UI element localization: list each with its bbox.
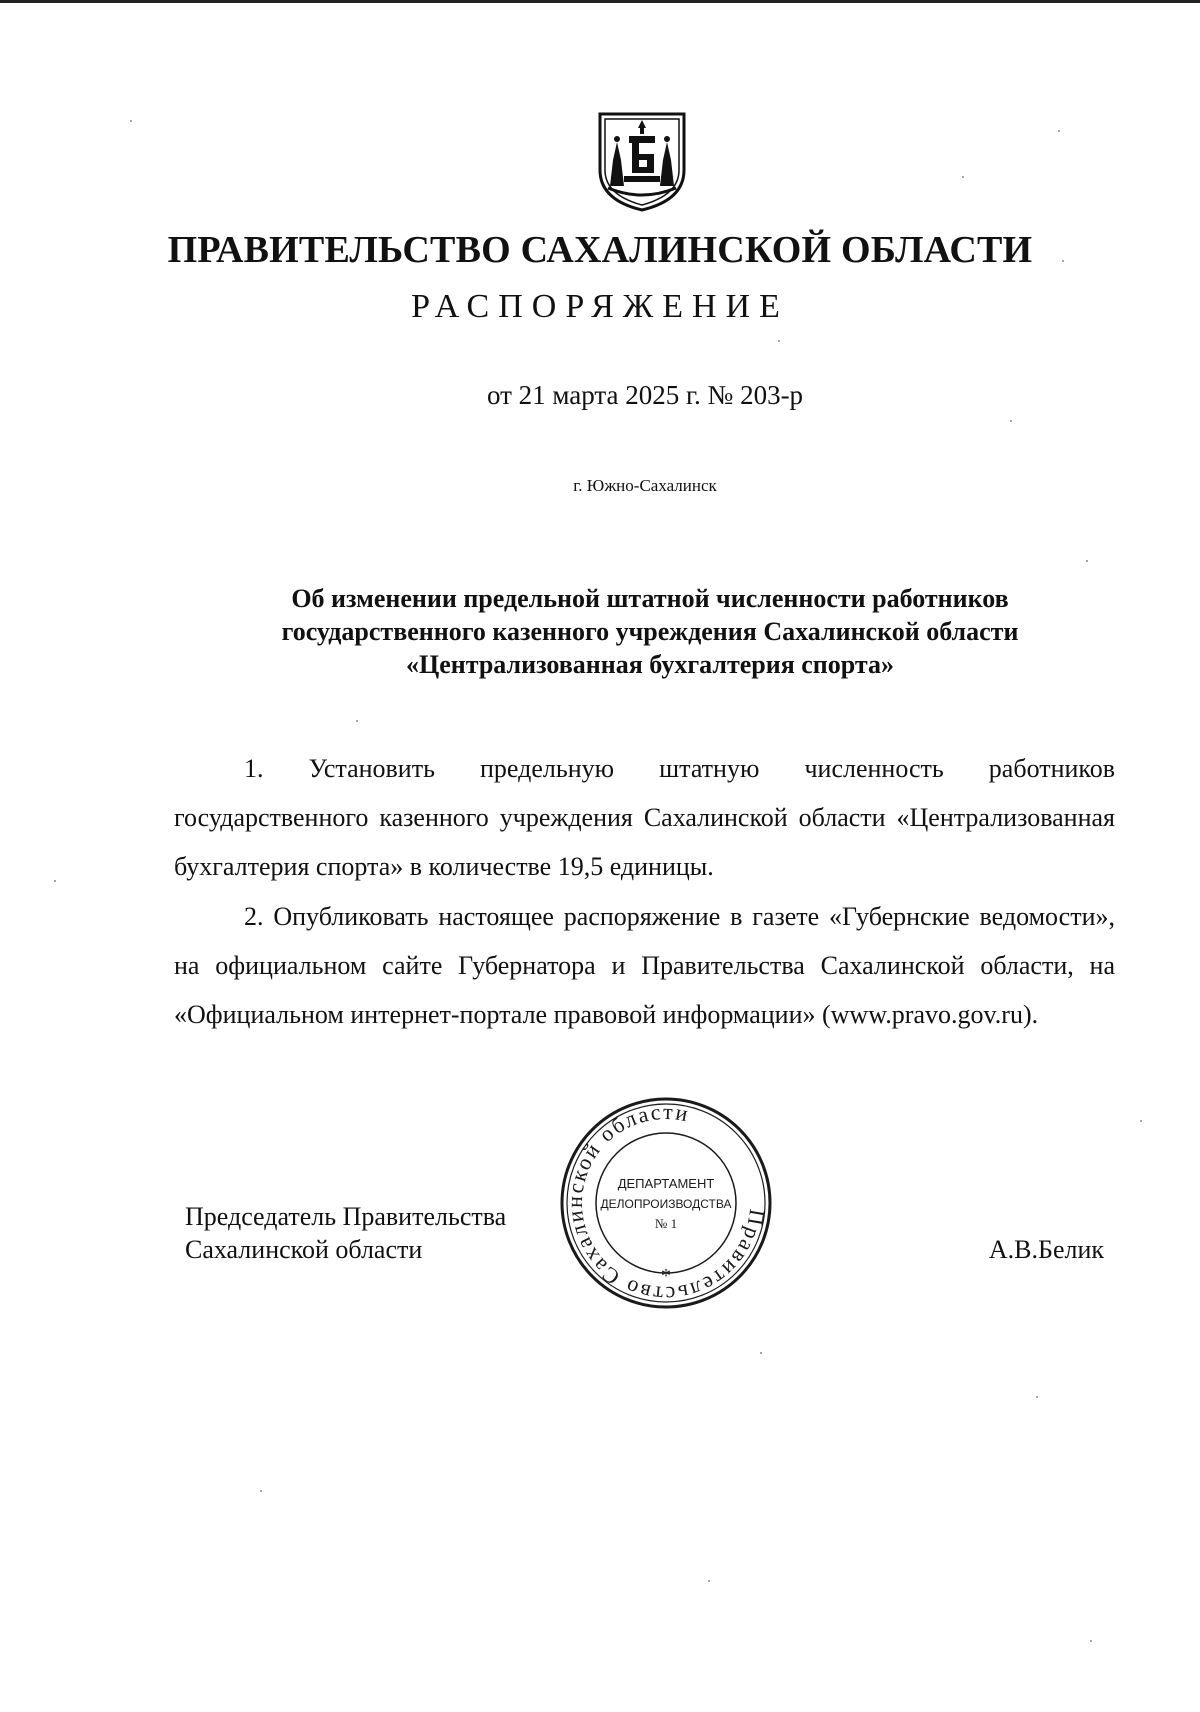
- scan-speck: [1010, 420, 1012, 422]
- scan-speck: [260, 1490, 262, 1492]
- signatory-name: А.В.Белик: [988, 1235, 1104, 1264]
- official-seal-icon: [555, 1092, 777, 1314]
- scan-speck: [778, 340, 780, 342]
- scan-speck: [760, 1352, 762, 1354]
- body-paragraph-2: 2. Опубликовать настоящее распоряжение в газете «Губернские ведомости», на официальном сайте Губернатора и Правительства Сахалинской области, на «Официальном интернет-портале правовой информации» (www.pravo.gov.ru).: [174, 902, 1115, 1029]
- scan-speck: [1140, 1120, 1142, 1122]
- document-body: [174, 744, 1115, 1039]
- scan-speck: [1086, 560, 1088, 562]
- document-city: г. Южно-Сахалинск: [573, 476, 717, 495]
- scan-speck: [54, 880, 56, 882]
- document-date-number: от 21 марта 2025 г. № 203-р: [486, 380, 804, 410]
- scan-speck: [1036, 1396, 1038, 1398]
- scan-speck: [130, 120, 132, 122]
- body-paragraph-1: 1. Установить предельную штатную численность работников государственного казенного учреждения Сахалинской области «Централизованная бухгалтерия спорта» в количестве 19,5 единицы.: [174, 754, 1115, 881]
- scan-speck: [962, 176, 964, 178]
- signatory-position-line: Председатель Правительства: [185, 1202, 507, 1231]
- signatory-position: [185, 1200, 506, 1266]
- subject-line: Об изменении предельной штатной численности работников: [291, 584, 1009, 613]
- scan-speck: [1090, 1640, 1092, 1642]
- document-subject: [150, 582, 1150, 681]
- seal-center-line: ДЕПАРТАМЕНТ: [617, 1176, 715, 1191]
- scan-speck: [1058, 130, 1060, 132]
- seal-bottom-mark: *: [661, 1265, 671, 1287]
- government-title: ПРАВИТЕЛЬСТВО САХАЛИНСКОЙ ОБЛАСТИ: [167, 229, 1033, 271]
- subject-line: «Централизованная бухгалтерия спорта»: [406, 650, 894, 679]
- seal-ring-text: Правительство Сахалинской области: [561, 1098, 771, 1308]
- scan-edge: [0, 0, 1200, 3]
- scan-speck: [1062, 260, 1064, 262]
- scan-speck: [356, 720, 358, 722]
- scan-speck: [708, 1580, 710, 1582]
- seal-center-line: ДЕЛОПРОИЗВОДСТВА: [600, 1197, 732, 1211]
- subject-line: государственного казенного учреждения Сахалинской области: [281, 617, 1019, 646]
- seal-center-line: № 1: [654, 1216, 678, 1231]
- signatory-position-line: Сахалинской области: [185, 1235, 423, 1264]
- sakhalin-coat-of-arms-icon: [594, 112, 690, 212]
- document-type: РАСПОРЯЖЕНИЕ: [411, 288, 789, 325]
